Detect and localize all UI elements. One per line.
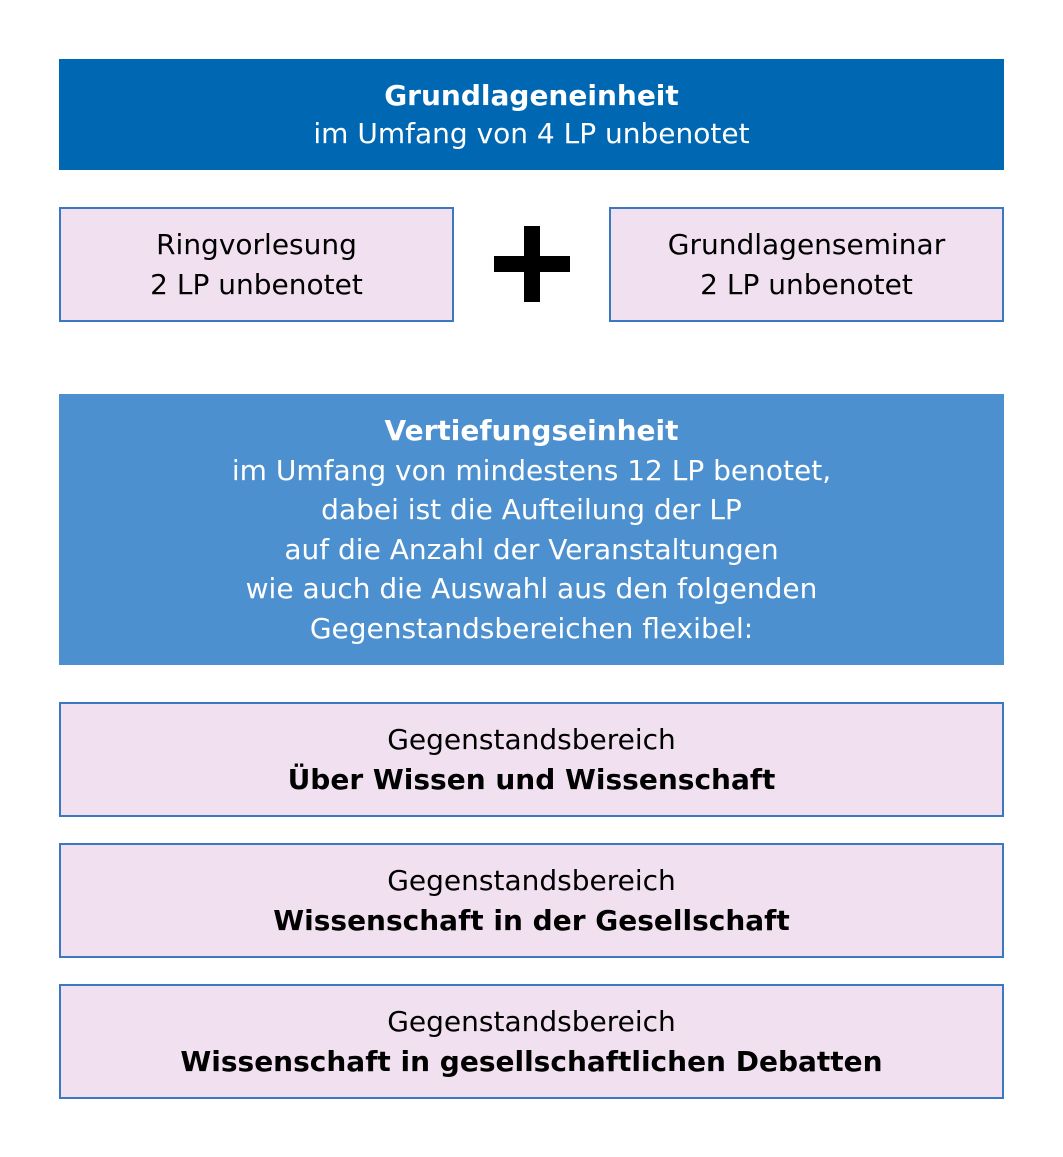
gegenstandsbereich-label: Gegenstandsbereich (387, 863, 676, 897)
vertiefungseinheit-line: dabei ist die Aufteilung der LP (321, 493, 742, 526)
gegenstandsbereich-name: Über Wissen und Wissenschaft (287, 762, 776, 796)
vertiefungseinheit-line: Gegenstandsbereichen flexibel: (309, 611, 754, 645)
ringvorlesung-credits: 2 LP unbenotet (150, 267, 363, 301)
grundlagenseminar-title: Grundlagenseminar (667, 227, 946, 261)
vertiefungseinheit-title: Vertiefungseinheit (384, 414, 679, 447)
grundlageneinheit-title: Grundlageneinheit (384, 78, 679, 112)
gegenstandsbereich-box (59, 843, 1004, 958)
grundlagenseminar-credits: 2 LP unbenotet (700, 267, 913, 301)
vertiefungseinheit-line: auf die Anzahl der Veranstaltungen (284, 532, 779, 566)
grundlageneinheit-subtitle: im Umfang von 4 LP unbenotet (313, 116, 750, 150)
grundlageneinheit-box (59, 59, 1004, 170)
grundlagenseminar-box (609, 207, 1004, 322)
gegenstandsbereich-label: Gegenstandsbereich (387, 1004, 676, 1038)
gegenstandsbereich-box (59, 984, 1004, 1099)
ringvorlesung-box (59, 207, 454, 322)
vertiefungseinheit-line: wie auch die Auswahl aus den folgenden (245, 572, 818, 605)
gegenstandsbereich-name: Wissenschaft in gesellschaftlichen Debatten (180, 1044, 883, 1078)
gegenstandsbereich-box (59, 702, 1004, 817)
ringvorlesung-title: Ringvorlesung (156, 227, 357, 261)
vertiefungseinheit-box (59, 394, 1004, 665)
vertiefungseinheit-line: im Umfang von mindestens 12 LP benotet, (231, 453, 832, 487)
gegenstandsbereich-label: Gegenstandsbereich (387, 722, 676, 756)
gegenstandsbereich-name: Wissenschaft in der Gesellschaft (273, 903, 790, 937)
plus-icon (494, 226, 570, 302)
